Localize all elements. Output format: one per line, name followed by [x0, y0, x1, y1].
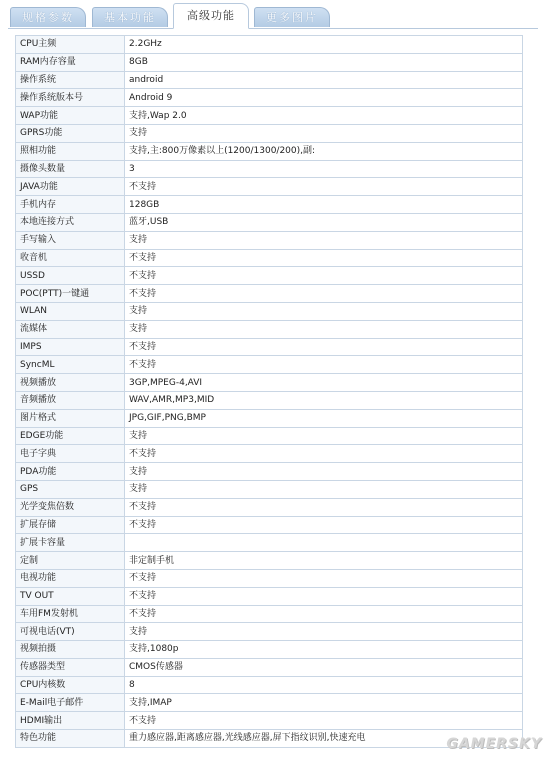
spec-value: [125, 534, 523, 552]
table-row: [16, 196, 523, 214]
spec-label: 视频播放: [16, 374, 125, 392]
spec-value: 不支持: [125, 516, 523, 534]
table-row: [16, 142, 523, 160]
spec-value: 不支持: [125, 356, 523, 374]
spec-value: 不支持: [125, 178, 523, 196]
spec-value: JPG,GIF,PNG,BMP: [125, 409, 523, 427]
spec-value: 128GB: [125, 196, 523, 214]
spec-value: 不支持: [125, 587, 523, 605]
spec-value: 不支持: [125, 267, 523, 285]
spec-label: 图片格式: [16, 409, 125, 427]
table-row: [16, 338, 523, 356]
tab-bar: [0, 0, 550, 30]
table-row: [16, 53, 523, 71]
spec-label: 特色功能: [16, 730, 125, 748]
table-row: [16, 516, 523, 534]
spec-table: [15, 35, 523, 748]
spec-label: EDGE功能: [16, 427, 125, 445]
spec-value: 支持: [125, 302, 523, 320]
spec-value: WAV,AMR,MP3,MID: [125, 391, 523, 409]
table-row: [16, 124, 523, 142]
table-row: [16, 641, 523, 659]
spec-value: 支持: [125, 427, 523, 445]
spec-label: 操作系统版本号: [16, 89, 125, 107]
spec-label: RAM内存容量: [16, 53, 125, 71]
table-row: [16, 498, 523, 516]
spec-value: 8GB: [125, 53, 523, 71]
tab-advanced-functions[interactable]: 高级功能: [173, 3, 249, 29]
spec-label: HDMI输出: [16, 712, 125, 730]
spec-label: JAVA功能: [16, 178, 125, 196]
table-row: [16, 320, 523, 338]
table-row: [16, 285, 523, 303]
spec-label: 收音机: [16, 249, 125, 267]
spec-label: GPRS功能: [16, 124, 125, 142]
spec-label: WAP功能: [16, 107, 125, 125]
spec-value: 不支持: [125, 569, 523, 587]
spec-label: POC(PTT)一键通: [16, 285, 125, 303]
spec-label: 照相功能: [16, 142, 125, 160]
table-row: [16, 534, 523, 552]
spec-label: 车用FM发射机: [16, 605, 125, 623]
table-row: [16, 445, 523, 463]
table-row: [16, 569, 523, 587]
spec-label: 视频拍摄: [16, 641, 125, 659]
spec-label: 手写输入: [16, 231, 125, 249]
table-row: [16, 89, 523, 107]
table-row: [16, 605, 523, 623]
spec-value: 非定制手机: [125, 552, 523, 570]
spec-label: E-Mail电子邮件: [16, 694, 125, 712]
spec-label: 扩展存储: [16, 516, 125, 534]
table-row: [16, 409, 523, 427]
spec-table-body: [16, 36, 523, 748]
spec-value: 不支持: [125, 445, 523, 463]
table-row: [16, 676, 523, 694]
tab-basic-functions[interactable]: 基本功能: [92, 7, 168, 27]
table-row: [16, 231, 523, 249]
spec-label: USSD: [16, 267, 125, 285]
spec-label: GPS: [16, 480, 125, 498]
watermark: GAMERSKY: [446, 736, 542, 752]
spec-label: 电子字典: [16, 445, 125, 463]
table-row: [16, 427, 523, 445]
spec-label: WLAN: [16, 302, 125, 320]
spec-value: 不支持: [125, 338, 523, 356]
table-row: [16, 694, 523, 712]
spec-value: 不支持: [125, 605, 523, 623]
spec-value: 支持: [125, 480, 523, 498]
spec-value: 重力感应器,距离感应器,光线感应器,屏下指纹识别,快速充电: [125, 730, 523, 748]
spec-label: TV OUT: [16, 587, 125, 605]
spec-value: CMOS传感器: [125, 658, 523, 676]
spec-value: 支持,主:800万像素以上(1200/1300/200),副:: [125, 142, 523, 160]
table-row: [16, 178, 523, 196]
tab-more-images[interactable]: 更多图片: [254, 7, 330, 27]
spec-label: 流媒体: [16, 320, 125, 338]
table-row: [16, 267, 523, 285]
spec-label: 可视电话(VT): [16, 623, 125, 641]
spec-value: 支持: [125, 320, 523, 338]
spec-value: 支持: [125, 463, 523, 481]
spec-value: 8: [125, 676, 523, 694]
spec-value: 支持: [125, 124, 523, 142]
spec-label: CPU内核数: [16, 676, 125, 694]
table-row: [16, 712, 523, 730]
spec-value: 不支持: [125, 285, 523, 303]
table-row: [16, 374, 523, 392]
spec-label: 传感器类型: [16, 658, 125, 676]
spec-value: 不支持: [125, 498, 523, 516]
table-row: [16, 302, 523, 320]
table-row: [16, 71, 523, 89]
spec-label: 定制: [16, 552, 125, 570]
table-row: [16, 391, 523, 409]
spec-value: 不支持: [125, 712, 523, 730]
table-row: [16, 463, 523, 481]
spec-value: 支持: [125, 623, 523, 641]
spec-label: 电视功能: [16, 569, 125, 587]
spec-value: 蓝牙,USB: [125, 213, 523, 231]
tab-specs[interactable]: 规格参数: [10, 7, 86, 27]
spec-value: 支持,Wap 2.0: [125, 107, 523, 125]
table-row: [16, 249, 523, 267]
spec-label: IMPS: [16, 338, 125, 356]
spec-value: 支持,1080p: [125, 641, 523, 659]
table-row: [16, 107, 523, 125]
spec-value: android: [125, 71, 523, 89]
spec-value: 2.2GHz: [125, 36, 523, 54]
spec-label: 扩展卡容量: [16, 534, 125, 552]
spec-value: 不支持: [125, 249, 523, 267]
table-row: [16, 658, 523, 676]
spec-label: CPU主频: [16, 36, 125, 54]
table-row: [16, 36, 523, 54]
spec-value: 支持,IMAP: [125, 694, 523, 712]
spec-label: 本地连接方式: [16, 213, 125, 231]
spec-label: 手机内存: [16, 196, 125, 214]
spec-value: 3GP,MPEG-4,AVI: [125, 374, 523, 392]
table-row: [16, 587, 523, 605]
spec-label: 光学变焦倍数: [16, 498, 125, 516]
table-row: [16, 160, 523, 178]
table-row: [16, 356, 523, 374]
table-row: [16, 480, 523, 498]
table-row: [16, 623, 523, 641]
spec-label: 操作系统: [16, 71, 125, 89]
spec-value: Android 9: [125, 89, 523, 107]
table-row: [16, 213, 523, 231]
spec-label: 音频播放: [16, 391, 125, 409]
spec-label: SyncML: [16, 356, 125, 374]
spec-label: PDA功能: [16, 463, 125, 481]
spec-label: 摄像头数量: [16, 160, 125, 178]
spec-value: 支持: [125, 231, 523, 249]
table-row: [16, 552, 523, 570]
spec-value: 3: [125, 160, 523, 178]
